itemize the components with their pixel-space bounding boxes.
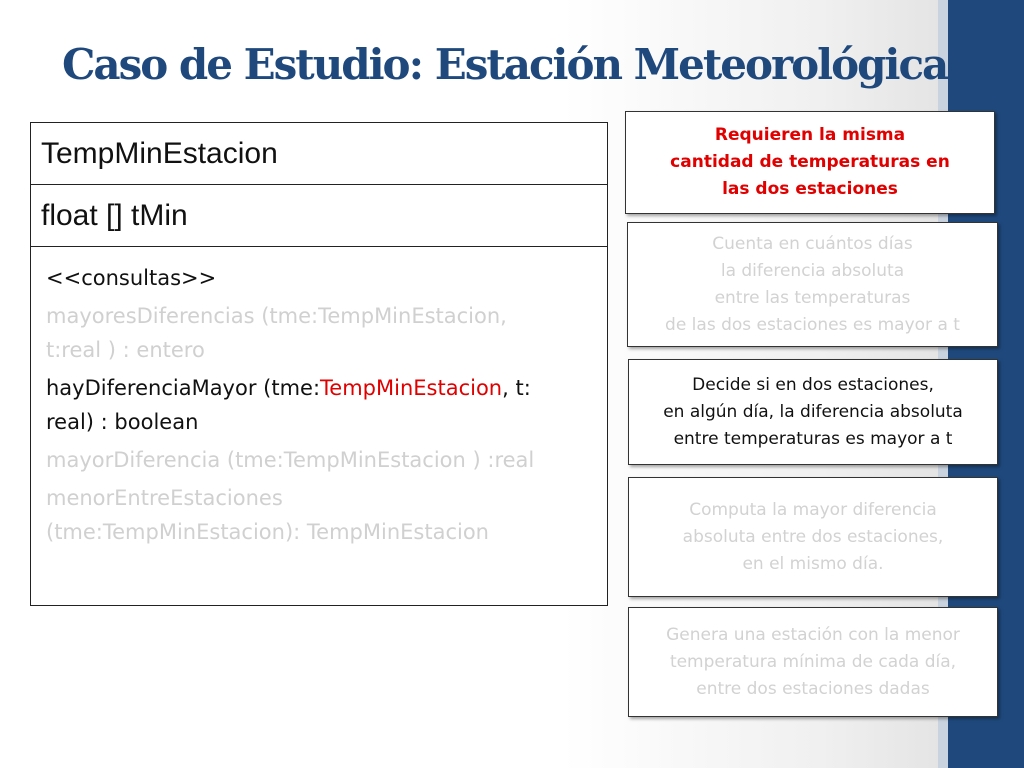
note-line: en el mismo día. [742,553,884,574]
op-line: (tme:TempMinEstacion): TempMinEstacion [46,520,489,544]
op-line: real) : boolean [46,410,199,434]
note-line: entre temperaturas es mayor a t [673,428,953,449]
note-line: absoluta entre dos estaciones, [682,526,944,547]
note-line: Decide si en dos estaciones, [692,374,934,395]
op-line: t:real ) : entero [46,338,205,362]
note-line: entre dos estaciones dadas [696,678,930,699]
note-mayor-diferencia [628,477,998,597]
note-line: la diferencia absoluta [720,260,905,281]
uml-operation-menor-entre-estaciones [46,481,597,549]
uml-operations [31,247,607,549]
uml-class-box [30,122,608,606]
slide-title: Caso de Estudio: Estación Meteorológica [62,40,948,89]
op-text: hayDiferenciaMayor (tme: [46,376,321,400]
note-line: Genera una estación con la menor [666,624,960,645]
note-line: de las dos estaciones es mayor a t [665,314,960,335]
note-line: Requieren la misma [714,125,906,145]
note-line: en algún día, la diferencia absoluta [663,401,963,422]
op-text: , t: [502,376,531,400]
uml-stereotype: <<consultas>> [46,266,217,290]
uml-operation-mayor-diferencia [46,443,597,477]
note-menor-entre-estaciones [628,607,998,717]
uml-operation-mayores-diferencias [46,299,597,367]
note-line: las dos estaciones [722,179,898,199]
op-highlighted-type: TempMinEstacion [320,376,503,400]
uml-class-name: TempMinEstacion [31,123,607,185]
note-line: Cuenta en cuántos días [712,233,913,254]
note-line: entre las temperaturas [714,287,911,308]
uml-attribute: float [] tMin [31,185,607,247]
op-line: mayoresDiferencias (tme:TempMinEstacion, [46,304,507,328]
op-line: mayorDiferencia (tme:TempMinEstacion ) :real [46,448,535,472]
note-line: temperatura mínima de cada día, [669,651,957,672]
note-hay-diferencia-mayor [628,359,998,465]
op-line [46,371,597,405]
op-line: menorEntreEstaciones [46,486,283,510]
uml-operation-hay-diferencia-mayor [46,371,597,439]
note-line: cantidad de temperaturas en [670,152,950,172]
note-mayores-diferencias [627,222,998,347]
note-precondition [625,111,995,214]
note-line: Computa la mayor diferencia [689,499,937,520]
